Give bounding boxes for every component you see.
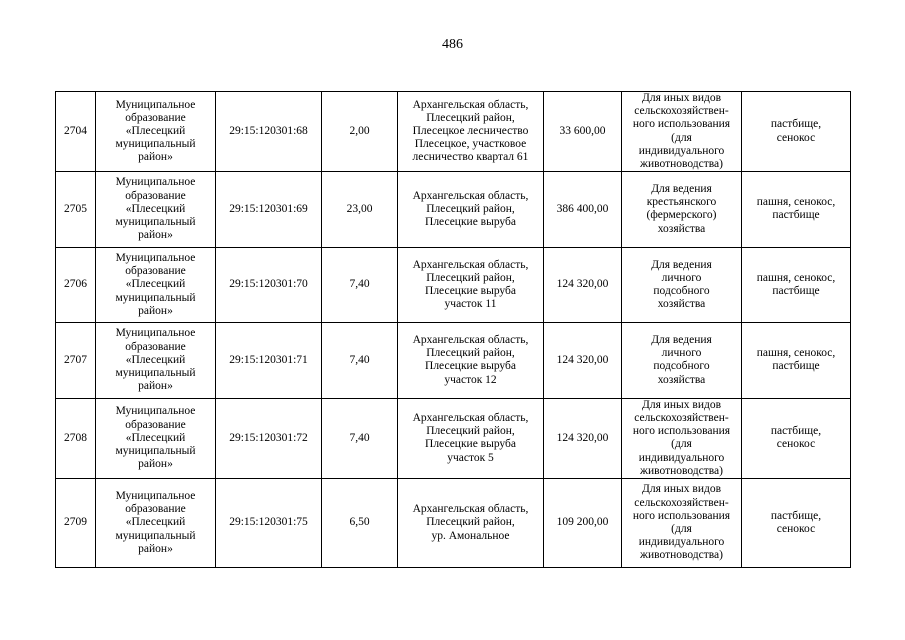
land-type-line: пастбище — [772, 209, 820, 222]
row-number: 2709 — [56, 478, 96, 567]
address-line: Плесецкое, участковое — [414, 138, 527, 151]
area-value: 2,00 — [322, 92, 398, 172]
owner-line: образование — [125, 340, 186, 353]
cadastral-number: 29:15:120301:71 — [216, 323, 322, 399]
owner-line: муниципальный — [115, 138, 196, 151]
land-type-line: пашня, сенокос, — [756, 196, 836, 209]
purpose-line: сельскохозяйствен- — [634, 496, 729, 509]
purpose-line: Для ведения — [651, 183, 712, 196]
purpose-line: животноводства) — [640, 549, 723, 562]
purpose-line: (для — [671, 522, 692, 535]
purpose-line: подсобного — [653, 284, 710, 297]
purpose-line: сельскохозяйствен- — [634, 411, 729, 424]
owner-line: Муниципальное — [115, 327, 196, 340]
address-line: Архангельская область, — [412, 189, 529, 202]
purpose-line: ного использования — [632, 425, 731, 438]
purpose-line: Для иных видов — [641, 483, 722, 496]
owner-cell — [96, 398, 216, 478]
land-type-line: пастбище, — [770, 118, 822, 131]
price-value: 124 320,00 — [544, 323, 622, 399]
purpose-line: животноводства) — [640, 158, 723, 171]
owner-line: «Плесецкий — [125, 125, 186, 137]
address-line: Плесецкий район, — [426, 202, 515, 215]
address-cell — [398, 172, 544, 248]
owner-line: район» — [138, 458, 173, 471]
land-type-line: пастбище, — [770, 509, 822, 522]
address-line: Архангельская область, — [412, 98, 529, 111]
price-value: 109 200,00 — [544, 478, 622, 567]
row-number: 2706 — [56, 247, 96, 323]
purpose-cell — [622, 247, 742, 323]
purpose-line: Для иных видов — [641, 398, 722, 411]
price-value: 124 320,00 — [544, 247, 622, 323]
owner-line: «Плесецкий — [125, 202, 186, 215]
address-line: Плесецкий район, — [426, 271, 515, 284]
purpose-line: Для иных видов — [641, 92, 722, 104]
address-line: участок 12 — [444, 373, 497, 386]
area-value: 7,40 — [322, 323, 398, 399]
owner-line: образование — [125, 111, 186, 124]
purpose-line: животноводства) — [640, 464, 723, 477]
address-line: Архангельская область, — [412, 258, 529, 271]
owner-line: «Плесецкий — [125, 431, 186, 444]
purpose-cell — [622, 172, 742, 248]
owner-line: район» — [138, 229, 173, 242]
purpose-line: хозяйства — [657, 298, 706, 311]
owner-line: Муниципальное — [115, 489, 196, 502]
purpose-line: личного — [661, 271, 702, 284]
owner-line: район» — [138, 151, 173, 164]
address-line: Архангельская область, — [412, 503, 529, 516]
table-row — [56, 398, 851, 478]
purpose-line: сельскохозяйствен- — [634, 105, 729, 118]
purpose-line: подсобного — [653, 360, 710, 373]
address-line: Плесецкие выруба — [425, 216, 516, 229]
price-value: 33 600,00 — [544, 92, 622, 172]
owner-line: «Плесецкий — [125, 278, 186, 291]
owner-line: район» — [138, 380, 173, 393]
page-number: 486 — [442, 37, 463, 52]
address-cell — [398, 323, 544, 399]
purpose-line: индивидуального — [638, 451, 725, 464]
address-line: Плесецкое лесничество — [412, 125, 529, 137]
cadastral-number: 29:15:120301:69 — [216, 172, 322, 248]
purpose-cell — [622, 478, 742, 567]
row-number: 2707 — [56, 323, 96, 399]
table-row — [56, 478, 851, 567]
land-type-line: пастбище — [772, 360, 820, 373]
address-line: Плесецкие выруба — [425, 438, 516, 451]
cadastral-number: 29:15:120301:70 — [216, 247, 322, 323]
owner-line: Муниципальное — [115, 98, 196, 111]
owner-line: муниципальный — [115, 291, 196, 304]
purpose-line: (для — [671, 438, 692, 451]
owner-line: Муниципальное — [115, 405, 196, 418]
address-cell — [398, 247, 544, 323]
owner-line: район» — [138, 304, 173, 317]
land-type-cell — [742, 323, 851, 399]
area-value: 23,00 — [322, 172, 398, 248]
purpose-line: крестьянского — [646, 196, 717, 209]
address-line: участок 5 — [447, 451, 494, 464]
owner-line: образование — [125, 503, 186, 516]
address-line: участок 11 — [444, 298, 497, 311]
purpose-line: ного использования — [632, 118, 731, 131]
purpose-cell — [622, 323, 742, 399]
purpose-line: (фермерского) — [646, 209, 717, 222]
land-type-line: сенокос — [776, 131, 816, 144]
price-value: 386 400,00 — [544, 172, 622, 248]
owner-line: образование — [125, 265, 186, 278]
land-type-cell — [742, 478, 851, 567]
cadastral-number: 29:15:120301:68 — [216, 92, 322, 172]
land-type-line: сенокос — [776, 438, 816, 451]
purpose-line: личного — [661, 347, 702, 360]
land-type-cell — [742, 92, 851, 172]
owner-line: Муниципальное — [115, 176, 196, 189]
owner-line: «Плесецкий — [125, 516, 186, 529]
owner-line: муниципальный — [115, 444, 196, 457]
land-type-line: пашня, сенокос, — [756, 271, 836, 284]
owner-line: образование — [125, 189, 186, 202]
owner-cell — [96, 323, 216, 399]
price-value: 124 320,00 — [544, 398, 622, 478]
land-type-cell — [742, 398, 851, 478]
land-type-line: сенокос — [776, 522, 816, 535]
owner-cell — [96, 247, 216, 323]
purpose-line: (для — [671, 131, 692, 144]
address-line: Архангельская область, — [412, 411, 529, 424]
owner-cell — [96, 478, 216, 567]
address-line: Плесецкий район, — [426, 111, 515, 124]
cadastral-number: 29:15:120301:72 — [216, 398, 322, 478]
land-type-line: пастбище, — [770, 425, 822, 438]
address-line: Плесецкие выруба — [425, 284, 516, 297]
table-row — [56, 247, 851, 323]
area-value: 6,50 — [322, 478, 398, 567]
owner-cell — [96, 172, 216, 248]
land-type-line: пастбище — [772, 284, 820, 297]
table-row — [56, 92, 851, 172]
table-row — [56, 172, 851, 248]
address-line: Плесецкий район, — [426, 516, 515, 529]
row-number: 2704 — [56, 92, 96, 172]
area-value: 7,40 — [322, 247, 398, 323]
land-type-cell — [742, 172, 851, 248]
land-type-cell — [742, 247, 851, 323]
address-cell — [398, 398, 544, 478]
address-line: Архангельская область, — [412, 334, 529, 347]
owner-line: муниципальный — [115, 216, 196, 229]
owner-line: район» — [138, 542, 173, 555]
table-row — [56, 323, 851, 399]
purpose-line: хозяйства — [657, 222, 706, 235]
address-cell — [398, 478, 544, 567]
purpose-line: индивидуального — [638, 536, 725, 549]
owner-line: Муниципальное — [115, 251, 196, 264]
owner-line: образование — [125, 418, 186, 431]
area-value: 7,40 — [322, 398, 398, 478]
row-number: 2708 — [56, 398, 96, 478]
row-number: 2705 — [56, 172, 96, 248]
purpose-line: Для ведения — [651, 334, 712, 347]
address-line: лесничество квартал 61 — [412, 151, 529, 164]
land-type-line: пашня, сенокос, — [756, 347, 836, 360]
purpose-cell — [622, 92, 742, 172]
purpose-line: ного использования — [632, 509, 731, 522]
address-cell — [398, 92, 544, 172]
address-line: Плесецкие выруба — [425, 360, 516, 373]
purpose-line: индивидуального — [638, 144, 725, 157]
owner-cell — [96, 92, 216, 172]
purpose-cell — [622, 398, 742, 478]
owner-line: муниципальный — [115, 367, 196, 380]
address-line: ур. Амональное — [431, 529, 510, 542]
cadastral-number: 29:15:120301:75 — [216, 478, 322, 567]
purpose-line: Для ведения — [651, 258, 712, 271]
address-line: Плесецкий район, — [426, 425, 515, 438]
owner-line: муниципальный — [115, 529, 196, 542]
address-line: Плесецкий район, — [426, 347, 515, 360]
land-registry-table — [55, 91, 851, 568]
purpose-line: хозяйства — [657, 373, 706, 386]
owner-line: «Плесецкий — [125, 353, 186, 366]
